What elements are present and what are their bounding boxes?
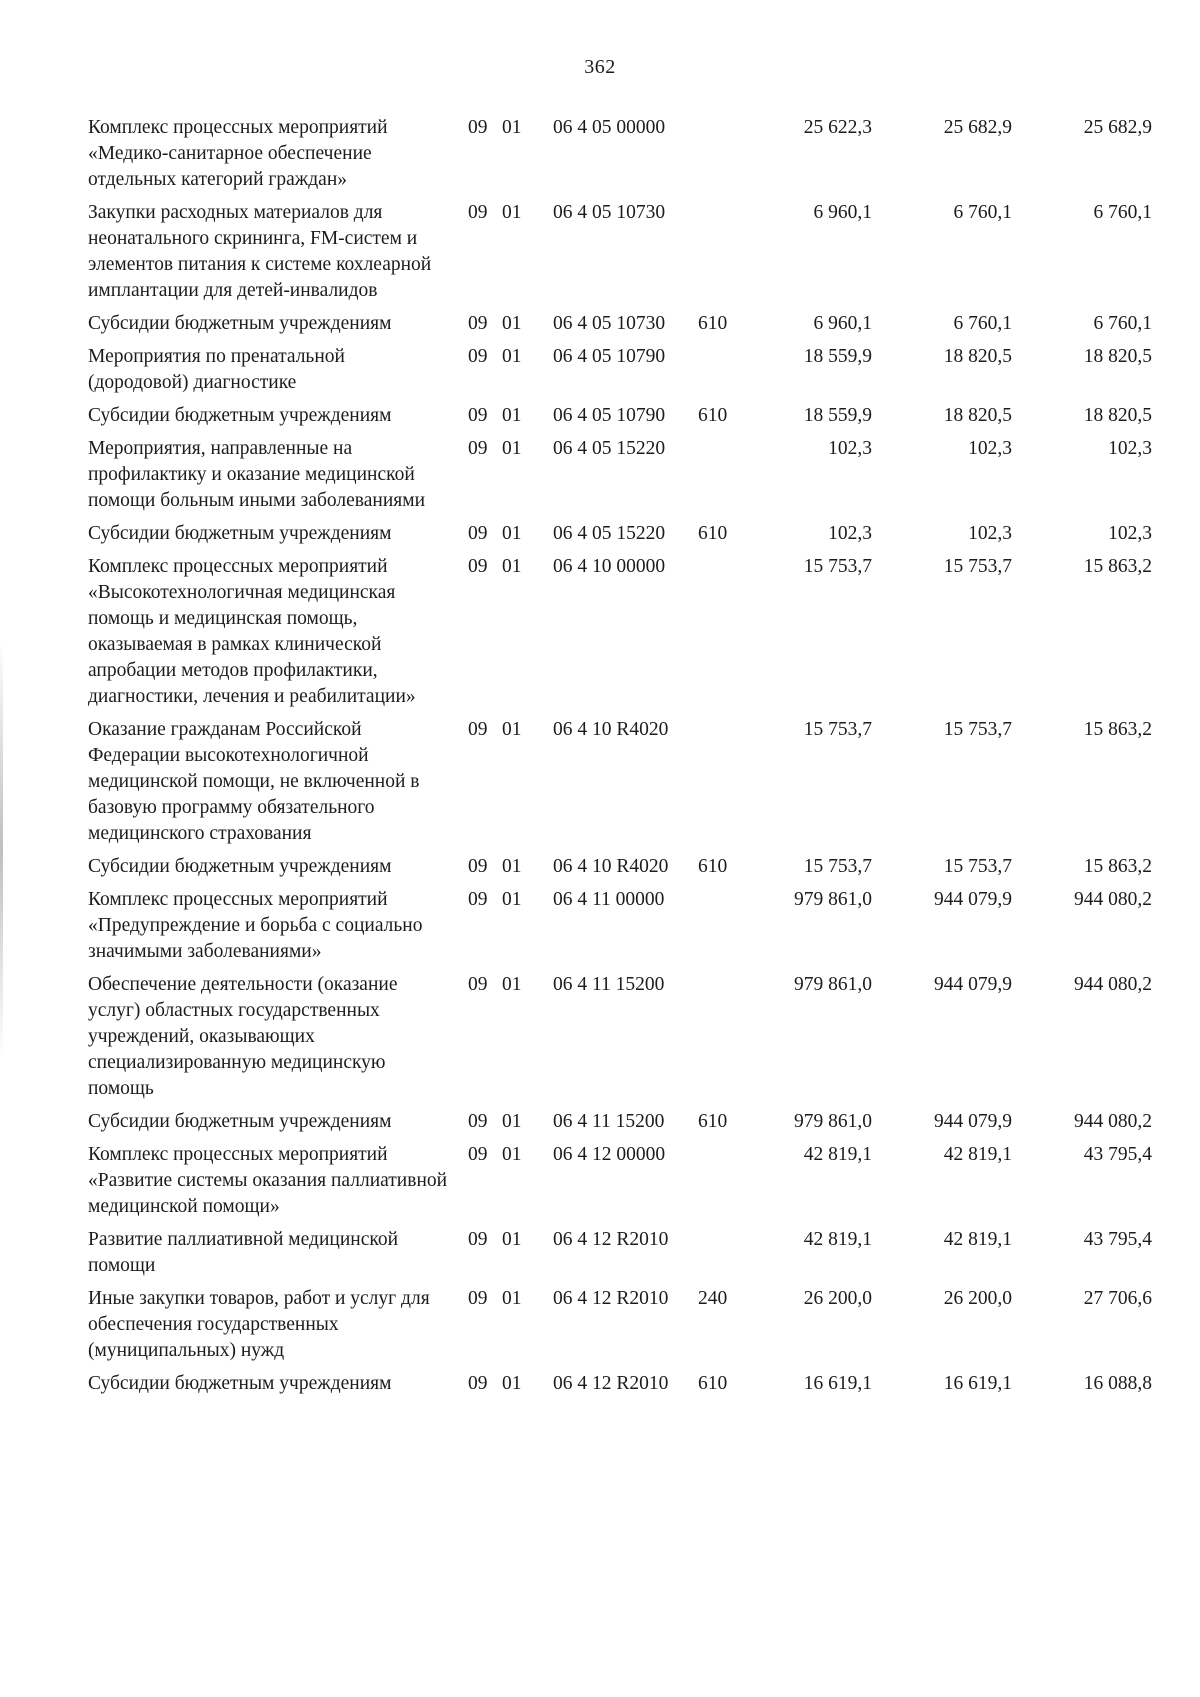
target-article-code: 06 4 05 10730	[553, 313, 666, 334]
table-row	[0, 717, 1200, 854]
amount-year-2: 102,3	[968, 523, 1012, 544]
amount-year-1: 979 861,0	[794, 974, 872, 995]
podrazdel-code: 01	[502, 719, 522, 740]
amount-year-3: 15 863,2	[1083, 856, 1152, 877]
amount-year-3: 944 080,2	[1074, 1111, 1152, 1132]
target-article-code: 06 4 12 R2010	[553, 1229, 669, 1250]
amount-year-1: 979 861,0	[794, 889, 872, 910]
razdel-code: 09	[468, 719, 488, 740]
amount-year-3: 102,3	[1108, 523, 1152, 544]
table-row	[0, 403, 1200, 436]
expense-type-code: 610	[698, 856, 728, 877]
razdel-code: 09	[468, 1373, 488, 1394]
row-name: Субсидии бюджетным учреждениям	[88, 1111, 392, 1132]
amount-year-2: 16 619,1	[943, 1373, 1012, 1394]
amount-year-2: 42 819,1	[943, 1229, 1012, 1250]
amount-year-3: 18 820,5	[1083, 346, 1152, 367]
amount-year-1: 102,3	[828, 523, 872, 544]
row-name: Мероприятия, направленные на профилактику и оказание медицинской помощи больным иными заболеваниями	[88, 438, 426, 511]
podrazdel-code: 01	[502, 889, 522, 910]
amount-year-3: 25 682,9	[1083, 117, 1152, 138]
razdel-code: 09	[468, 856, 488, 877]
target-article-code: 06 4 12 00000	[553, 1144, 666, 1165]
amount-year-3: 944 080,2	[1074, 974, 1152, 995]
row-name: Субсидии бюджетным учреждениям	[88, 313, 392, 334]
amount-year-2: 26 200,0	[943, 1288, 1012, 1309]
razdel-code: 09	[468, 346, 488, 367]
amount-year-3: 16 088,8	[1083, 1373, 1152, 1394]
amount-year-1: 102,3	[828, 438, 872, 459]
razdel-code: 09	[468, 438, 488, 459]
razdel-code: 09	[468, 313, 488, 334]
expense-type-code: 610	[698, 523, 728, 544]
row-name: Мероприятия по пренатальной (дородовой) диагностике	[88, 346, 345, 393]
amount-year-1: 26 200,0	[803, 1288, 872, 1309]
target-article-code: 06 4 05 10790	[553, 405, 666, 426]
target-article-code: 06 4 12 R2010	[553, 1288, 669, 1309]
razdel-code: 09	[468, 889, 488, 910]
razdel-code: 09	[468, 523, 488, 544]
table-row	[0, 1371, 1200, 1404]
amount-year-1: 42 819,1	[803, 1144, 872, 1165]
amount-year-2: 15 753,7	[943, 856, 1012, 877]
row-name: Комплекс процессных мероприятий «Развитие системы оказания паллиативной медицинской помощи»	[88, 1144, 448, 1217]
row-name: Комплекс процессных мероприятий «Высокотехнологичная медицинская помощь и медицинская помощь, оказываемая в рамках клинической апробации методов профилактики, диагностики, лечения и реабилитации»	[88, 556, 416, 707]
row-name: Комплекс процессных мероприятий «Предупреждение и борьба с социально значимыми заболеваниями»	[88, 889, 423, 962]
amount-year-2: 42 819,1	[943, 1144, 1012, 1165]
table-row	[0, 311, 1200, 344]
amount-year-3: 15 863,2	[1083, 556, 1152, 577]
table-row	[0, 436, 1200, 521]
expense-type-code: 610	[698, 1373, 728, 1394]
amount-year-2: 944 079,9	[934, 974, 1012, 995]
amount-year-3: 6 760,1	[1093, 313, 1152, 334]
amount-year-2: 6 760,1	[953, 202, 1012, 223]
razdel-code: 09	[468, 556, 488, 577]
amount-year-3: 15 863,2	[1083, 719, 1152, 740]
row-name: Субсидии бюджетным учреждениям	[88, 1373, 392, 1394]
podrazdel-code: 01	[502, 556, 522, 577]
amount-year-1: 6 960,1	[813, 202, 872, 223]
table-row	[0, 972, 1200, 1109]
target-article-code: 06 4 05 00000	[553, 117, 666, 138]
razdel-code: 09	[468, 405, 488, 426]
row-name: Развитие паллиативной медицинской помощи	[88, 1229, 399, 1276]
target-article-code: 06 4 10 R4020	[553, 719, 669, 740]
razdel-code: 09	[468, 1229, 488, 1250]
amount-year-3: 43 795,4	[1083, 1144, 1152, 1165]
expense-type-code: 610	[698, 405, 728, 426]
table-row	[0, 887, 1200, 972]
table-row	[0, 521, 1200, 554]
expense-type-code: 610	[698, 1111, 728, 1132]
target-article-code: 06 4 05 15220	[553, 523, 666, 544]
row-name: Субсидии бюджетным учреждениям	[88, 856, 392, 877]
table-row	[0, 1142, 1200, 1227]
amount-year-1: 18 559,9	[803, 405, 872, 426]
razdel-code: 09	[468, 1144, 488, 1165]
amount-year-3: 6 760,1	[1093, 202, 1152, 223]
table-row	[0, 200, 1200, 311]
amount-year-3: 43 795,4	[1083, 1229, 1152, 1250]
row-name: Закупки расходных материалов для неонатального скрининга, FM-систем и элементов питания к системе кохлеарной имплантации для детей-инвалидов	[88, 202, 432, 301]
podrazdel-code: 01	[502, 202, 522, 223]
expense-type-code: 610	[698, 313, 728, 334]
podrazdel-code: 01	[502, 1144, 522, 1165]
amount-year-2: 18 820,5	[943, 405, 1012, 426]
row-name: Комплекс процессных мероприятий «Медико-санитарное обеспечение отдельных категорий граждан»	[88, 117, 388, 190]
podrazdel-code: 01	[502, 523, 522, 544]
table-row	[0, 554, 1200, 717]
row-name: Субсидии бюджетным учреждениям	[88, 523, 392, 544]
podrazdel-code: 01	[502, 346, 522, 367]
table-row	[0, 1227, 1200, 1286]
amount-year-1: 25 622,3	[803, 117, 872, 138]
amount-year-3: 27 706,6	[1083, 1288, 1152, 1309]
target-article-code: 06 4 05 10790	[553, 346, 666, 367]
target-article-code: 06 4 11 15200	[553, 1111, 665, 1132]
amount-year-1: 42 819,1	[803, 1229, 872, 1250]
podrazdel-code: 01	[502, 1288, 522, 1309]
table-row	[0, 344, 1200, 403]
amount-year-2: 102,3	[968, 438, 1012, 459]
target-article-code: 06 4 11 00000	[553, 889, 665, 910]
amount-year-1: 6 960,1	[813, 313, 872, 334]
podrazdel-code: 01	[502, 438, 522, 459]
amount-year-2: 944 079,9	[934, 1111, 1012, 1132]
podrazdel-code: 01	[502, 856, 522, 877]
row-name: Иные закупки товаров, работ и услуг для обеспечения государственных (муниципальных) нужд	[88, 1288, 430, 1361]
amount-year-3: 102,3	[1108, 438, 1152, 459]
podrazdel-code: 01	[502, 1373, 522, 1394]
budget-table	[0, 115, 1200, 1404]
podrazdel-code: 01	[502, 1111, 522, 1132]
amount-year-1: 15 753,7	[803, 719, 872, 740]
amount-year-1: 18 559,9	[803, 346, 872, 367]
amount-year-1: 15 753,7	[803, 556, 872, 577]
row-name: Субсидии бюджетным учреждениям	[88, 405, 392, 426]
razdel-code: 09	[468, 1288, 488, 1309]
target-article-code: 06 4 05 15220	[553, 438, 666, 459]
table-row	[0, 1109, 1200, 1142]
amount-year-2: 15 753,7	[943, 719, 1012, 740]
amount-year-2: 944 079,9	[934, 889, 1012, 910]
table-row	[0, 1286, 1200, 1371]
table-row	[0, 115, 1200, 200]
table-row	[0, 854, 1200, 887]
razdel-code: 09	[468, 202, 488, 223]
podrazdel-code: 01	[502, 1229, 522, 1250]
amount-year-2: 15 753,7	[943, 556, 1012, 577]
podrazdel-code: 01	[502, 117, 522, 138]
amount-year-1: 15 753,7	[803, 856, 872, 877]
row-name: Обеспечение деятельности (оказание услуг) областных государственных учреждений, оказывающих специализированную медицинскую помощь	[88, 974, 398, 1099]
amount-year-3: 944 080,2	[1074, 889, 1152, 910]
expense-type-code: 240	[698, 1288, 728, 1309]
podrazdel-code: 01	[502, 405, 522, 426]
podrazdel-code: 01	[502, 313, 522, 334]
podrazdel-code: 01	[502, 974, 522, 995]
amount-year-2: 6 760,1	[953, 313, 1012, 334]
razdel-code: 09	[468, 117, 488, 138]
target-article-code: 06 4 10 00000	[553, 556, 666, 577]
amount-year-2: 18 820,5	[943, 346, 1012, 367]
target-article-code: 06 4 12 R2010	[553, 1373, 669, 1394]
amount-year-2: 25 682,9	[943, 117, 1012, 138]
target-article-code: 06 4 05 10730	[553, 202, 666, 223]
target-article-code: 06 4 11 15200	[553, 974, 665, 995]
amount-year-3: 18 820,5	[1083, 405, 1152, 426]
amount-year-1: 979 861,0	[794, 1111, 872, 1132]
row-name: Оказание гражданам Российской Федерации высокотехнологичной медицинской помощи, не включенной в базовую программу обязательного медицинского страхования	[88, 719, 420, 844]
razdel-code: 09	[468, 974, 488, 995]
target-article-code: 06 4 10 R4020	[553, 856, 669, 877]
amount-year-1: 16 619,1	[803, 1373, 872, 1394]
razdel-code: 09	[468, 1111, 488, 1132]
page-number: 362	[584, 56, 616, 78]
